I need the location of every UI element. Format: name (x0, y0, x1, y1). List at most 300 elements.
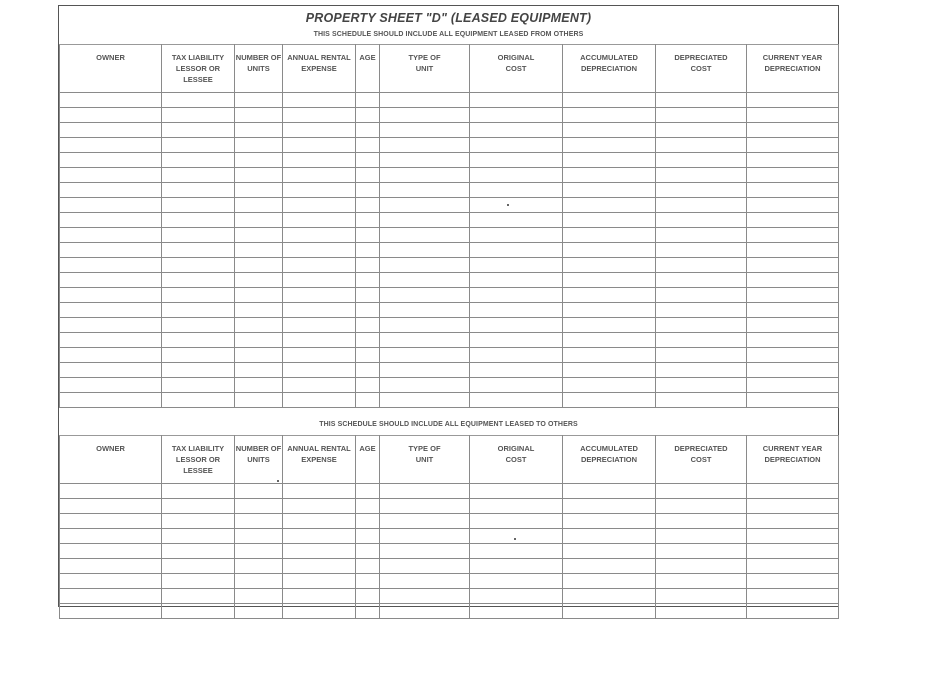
cell-accumulated-depreciation[interactable] (563, 574, 656, 589)
cell-current-year-depreciation[interactable] (747, 213, 839, 228)
cell-number-of-units[interactable] (235, 514, 283, 529)
cell-tax-liability[interactable] (162, 499, 235, 514)
cell-type-of-unit[interactable] (380, 153, 470, 168)
cell-original-cost[interactable] (470, 198, 563, 213)
cell-age[interactable] (356, 228, 380, 243)
cell-owner[interactable] (60, 258, 162, 273)
cell-tax-liability[interactable] (162, 183, 235, 198)
cell-age[interactable] (356, 168, 380, 183)
cell-accumulated-depreciation[interactable] (563, 544, 656, 559)
cell-type-of-unit[interactable] (380, 318, 470, 333)
cell-tax-liability[interactable] (162, 273, 235, 288)
cell-type-of-unit[interactable] (380, 574, 470, 589)
cell-tax-liability[interactable] (162, 363, 235, 378)
cell-age[interactable] (356, 303, 380, 318)
cell-age[interactable] (356, 363, 380, 378)
cell-tax-liability[interactable] (162, 108, 235, 123)
cell-annual-rental-expense[interactable] (283, 213, 356, 228)
cell-current-year-depreciation[interactable] (747, 138, 839, 153)
cell-type-of-unit[interactable] (380, 258, 470, 273)
cell-annual-rental-expense[interactable] (283, 348, 356, 363)
cell-age[interactable] (356, 589, 380, 604)
cell-accumulated-depreciation[interactable] (563, 288, 656, 303)
cell-type-of-unit[interactable] (380, 303, 470, 318)
cell-current-year-depreciation[interactable] (747, 288, 839, 303)
cell-current-year-depreciation[interactable] (747, 348, 839, 363)
cell-current-year-depreciation[interactable] (747, 273, 839, 288)
cell-annual-rental-expense[interactable] (283, 514, 356, 529)
cell-depreciated-cost[interactable] (656, 514, 747, 529)
cell-annual-rental-expense[interactable] (283, 363, 356, 378)
cell-tax-liability[interactable] (162, 484, 235, 499)
cell-number-of-units[interactable] (235, 108, 283, 123)
cell-accumulated-depreciation[interactable] (563, 258, 656, 273)
cell-annual-rental-expense[interactable] (283, 604, 356, 619)
cell-owner[interactable] (60, 348, 162, 363)
cell-tax-liability[interactable] (162, 138, 235, 153)
cell-number-of-units[interactable] (235, 499, 283, 514)
cell-owner[interactable] (60, 363, 162, 378)
cell-original-cost[interactable] (470, 168, 563, 183)
cell-accumulated-depreciation[interactable] (563, 123, 656, 138)
cell-current-year-depreciation[interactable] (747, 529, 839, 544)
cell-type-of-unit[interactable] (380, 288, 470, 303)
cell-owner[interactable] (60, 574, 162, 589)
cell-type-of-unit[interactable] (380, 213, 470, 228)
cell-age[interactable] (356, 198, 380, 213)
cell-owner[interactable] (60, 604, 162, 619)
cell-tax-liability[interactable] (162, 243, 235, 258)
cell-accumulated-depreciation[interactable] (563, 183, 656, 198)
cell-owner[interactable] (60, 484, 162, 499)
cell-tax-liability[interactable] (162, 168, 235, 183)
cell-annual-rental-expense[interactable] (283, 108, 356, 123)
cell-type-of-unit[interactable] (380, 514, 470, 529)
cell-owner[interactable] (60, 108, 162, 123)
cell-accumulated-depreciation[interactable] (563, 303, 656, 318)
cell-annual-rental-expense[interactable] (283, 288, 356, 303)
cell-original-cost[interactable] (470, 393, 563, 408)
cell-age[interactable] (356, 574, 380, 589)
cell-owner[interactable] (60, 333, 162, 348)
cell-owner[interactable] (60, 303, 162, 318)
cell-depreciated-cost[interactable] (656, 93, 747, 108)
cell-age[interactable] (356, 604, 380, 619)
cell-number-of-units[interactable] (235, 288, 283, 303)
cell-original-cost[interactable] (470, 378, 563, 393)
cell-original-cost[interactable] (470, 318, 563, 333)
cell-age[interactable] (356, 393, 380, 408)
cell-type-of-unit[interactable] (380, 348, 470, 363)
cell-accumulated-depreciation[interactable] (563, 333, 656, 348)
cell-age[interactable] (356, 153, 380, 168)
cell-tax-liability[interactable] (162, 544, 235, 559)
cell-current-year-depreciation[interactable] (747, 153, 839, 168)
cell-accumulated-depreciation[interactable] (563, 378, 656, 393)
cell-current-year-depreciation[interactable] (747, 108, 839, 123)
cell-accumulated-depreciation[interactable] (563, 228, 656, 243)
cell-number-of-units[interactable] (235, 484, 283, 499)
cell-age[interactable] (356, 243, 380, 258)
cell-accumulated-depreciation[interactable] (563, 153, 656, 168)
cell-annual-rental-expense[interactable] (283, 544, 356, 559)
cell-number-of-units[interactable] (235, 574, 283, 589)
cell-current-year-depreciation[interactable] (747, 243, 839, 258)
cell-accumulated-depreciation[interactable] (563, 213, 656, 228)
cell-number-of-units[interactable] (235, 228, 283, 243)
cell-original-cost[interactable] (470, 499, 563, 514)
cell-current-year-depreciation[interactable] (747, 544, 839, 559)
cell-number-of-units[interactable] (235, 333, 283, 348)
cell-number-of-units[interactable] (235, 393, 283, 408)
cell-current-year-depreciation[interactable] (747, 393, 839, 408)
cell-number-of-units[interactable] (235, 318, 283, 333)
cell-original-cost[interactable] (470, 559, 563, 574)
cell-depreciated-cost[interactable] (656, 363, 747, 378)
cell-age[interactable] (356, 514, 380, 529)
cell-annual-rental-expense[interactable] (283, 243, 356, 258)
cell-owner[interactable] (60, 393, 162, 408)
cell-depreciated-cost[interactable] (656, 348, 747, 363)
cell-number-of-units[interactable] (235, 559, 283, 574)
cell-owner[interactable] (60, 273, 162, 288)
cell-depreciated-cost[interactable] (656, 228, 747, 243)
cell-owner[interactable] (60, 183, 162, 198)
cell-accumulated-depreciation[interactable] (563, 559, 656, 574)
cell-number-of-units[interactable] (235, 348, 283, 363)
cell-tax-liability[interactable] (162, 514, 235, 529)
cell-number-of-units[interactable] (235, 273, 283, 288)
cell-age[interactable] (356, 258, 380, 273)
cell-age[interactable] (356, 378, 380, 393)
cell-number-of-units[interactable] (235, 303, 283, 318)
cell-current-year-depreciation[interactable] (747, 168, 839, 183)
cell-accumulated-depreciation[interactable] (563, 273, 656, 288)
cell-annual-rental-expense[interactable] (283, 228, 356, 243)
cell-original-cost[interactable] (470, 93, 563, 108)
cell-depreciated-cost[interactable] (656, 213, 747, 228)
cell-age[interactable] (356, 499, 380, 514)
cell-owner[interactable] (60, 168, 162, 183)
cell-owner[interactable] (60, 318, 162, 333)
cell-type-of-unit[interactable] (380, 183, 470, 198)
cell-original-cost[interactable] (470, 574, 563, 589)
cell-owner[interactable] (60, 198, 162, 213)
cell-accumulated-depreciation[interactable] (563, 108, 656, 123)
cell-current-year-depreciation[interactable] (747, 604, 839, 619)
cell-type-of-unit[interactable] (380, 123, 470, 138)
cell-current-year-depreciation[interactable] (747, 559, 839, 574)
cell-depreciated-cost[interactable] (656, 138, 747, 153)
cell-original-cost[interactable] (470, 544, 563, 559)
cell-number-of-units[interactable] (235, 168, 283, 183)
cell-current-year-depreciation[interactable] (747, 123, 839, 138)
cell-original-cost[interactable] (470, 348, 563, 363)
cell-original-cost[interactable] (470, 228, 563, 243)
cell-owner[interactable] (60, 138, 162, 153)
cell-original-cost[interactable] (470, 604, 563, 619)
cell-accumulated-depreciation[interactable] (563, 168, 656, 183)
cell-original-cost[interactable] (470, 243, 563, 258)
cell-number-of-units[interactable] (235, 213, 283, 228)
cell-annual-rental-expense[interactable] (283, 378, 356, 393)
cell-depreciated-cost[interactable] (656, 574, 747, 589)
cell-number-of-units[interactable] (235, 529, 283, 544)
cell-type-of-unit[interactable] (380, 544, 470, 559)
cell-number-of-units[interactable] (235, 153, 283, 168)
cell-number-of-units[interactable] (235, 198, 283, 213)
cell-number-of-units[interactable] (235, 378, 283, 393)
cell-tax-liability[interactable] (162, 333, 235, 348)
cell-type-of-unit[interactable] (380, 378, 470, 393)
cell-depreciated-cost[interactable] (656, 303, 747, 318)
cell-depreciated-cost[interactable] (656, 589, 747, 604)
cell-depreciated-cost[interactable] (656, 243, 747, 258)
cell-tax-liability[interactable] (162, 529, 235, 544)
cell-type-of-unit[interactable] (380, 198, 470, 213)
cell-number-of-units[interactable] (235, 589, 283, 604)
cell-depreciated-cost[interactable] (656, 559, 747, 574)
cell-original-cost[interactable] (470, 123, 563, 138)
cell-tax-liability[interactable] (162, 318, 235, 333)
cell-accumulated-depreciation[interactable] (563, 348, 656, 363)
cell-owner[interactable] (60, 559, 162, 574)
cell-age[interactable] (356, 529, 380, 544)
cell-current-year-depreciation[interactable] (747, 198, 839, 213)
cell-original-cost[interactable] (470, 589, 563, 604)
cell-age[interactable] (356, 318, 380, 333)
cell-type-of-unit[interactable] (380, 604, 470, 619)
cell-annual-rental-expense[interactable] (283, 393, 356, 408)
cell-number-of-units[interactable] (235, 123, 283, 138)
cell-age[interactable] (356, 183, 380, 198)
cell-annual-rental-expense[interactable] (283, 153, 356, 168)
cell-tax-liability[interactable] (162, 213, 235, 228)
cell-type-of-unit[interactable] (380, 363, 470, 378)
cell-original-cost[interactable] (470, 514, 563, 529)
cell-depreciated-cost[interactable] (656, 108, 747, 123)
cell-owner[interactable] (60, 589, 162, 604)
cell-tax-liability[interactable] (162, 303, 235, 318)
cell-owner[interactable] (60, 288, 162, 303)
cell-accumulated-depreciation[interactable] (563, 604, 656, 619)
cell-depreciated-cost[interactable] (656, 273, 747, 288)
cell-age[interactable] (356, 213, 380, 228)
cell-accumulated-depreciation[interactable] (563, 93, 656, 108)
cell-depreciated-cost[interactable] (656, 499, 747, 514)
cell-annual-rental-expense[interactable] (283, 123, 356, 138)
cell-tax-liability[interactable] (162, 559, 235, 574)
cell-original-cost[interactable] (470, 138, 563, 153)
cell-type-of-unit[interactable] (380, 333, 470, 348)
cell-depreciated-cost[interactable] (656, 258, 747, 273)
cell-age[interactable] (356, 333, 380, 348)
cell-tax-liability[interactable] (162, 378, 235, 393)
cell-age[interactable] (356, 138, 380, 153)
cell-tax-liability[interactable] (162, 393, 235, 408)
cell-tax-liability[interactable] (162, 589, 235, 604)
cell-accumulated-depreciation[interactable] (563, 514, 656, 529)
cell-current-year-depreciation[interactable] (747, 363, 839, 378)
cell-annual-rental-expense[interactable] (283, 499, 356, 514)
cell-number-of-units[interactable] (235, 138, 283, 153)
cell-annual-rental-expense[interactable] (283, 589, 356, 604)
cell-type-of-unit[interactable] (380, 168, 470, 183)
cell-original-cost[interactable] (470, 288, 563, 303)
cell-depreciated-cost[interactable] (656, 123, 747, 138)
cell-number-of-units[interactable] (235, 604, 283, 619)
cell-type-of-unit[interactable] (380, 559, 470, 574)
cell-annual-rental-expense[interactable] (283, 168, 356, 183)
cell-owner[interactable] (60, 213, 162, 228)
cell-depreciated-cost[interactable] (656, 288, 747, 303)
cell-depreciated-cost[interactable] (656, 333, 747, 348)
cell-depreciated-cost[interactable] (656, 544, 747, 559)
cell-depreciated-cost[interactable] (656, 378, 747, 393)
cell-original-cost[interactable] (470, 213, 563, 228)
cell-annual-rental-expense[interactable] (283, 559, 356, 574)
cell-original-cost[interactable] (470, 183, 563, 198)
cell-annual-rental-expense[interactable] (283, 574, 356, 589)
cell-depreciated-cost[interactable] (656, 198, 747, 213)
cell-depreciated-cost[interactable] (656, 168, 747, 183)
cell-tax-liability[interactable] (162, 93, 235, 108)
cell-type-of-unit[interactable] (380, 93, 470, 108)
cell-original-cost[interactable] (470, 303, 563, 318)
cell-type-of-unit[interactable] (380, 243, 470, 258)
cell-annual-rental-expense[interactable] (283, 303, 356, 318)
cell-original-cost[interactable] (470, 333, 563, 348)
cell-owner[interactable] (60, 123, 162, 138)
cell-tax-liability[interactable] (162, 228, 235, 243)
cell-original-cost[interactable] (470, 273, 563, 288)
cell-current-year-depreciation[interactable] (747, 499, 839, 514)
cell-accumulated-depreciation[interactable] (563, 138, 656, 153)
cell-depreciated-cost[interactable] (656, 529, 747, 544)
cell-owner[interactable] (60, 153, 162, 168)
cell-owner[interactable] (60, 93, 162, 108)
cell-current-year-depreciation[interactable] (747, 93, 839, 108)
cell-tax-liability[interactable] (162, 258, 235, 273)
cell-depreciated-cost[interactable] (656, 484, 747, 499)
cell-accumulated-depreciation[interactable] (563, 318, 656, 333)
cell-annual-rental-expense[interactable] (283, 333, 356, 348)
cell-age[interactable] (356, 273, 380, 288)
cell-depreciated-cost[interactable] (656, 318, 747, 333)
cell-number-of-units[interactable] (235, 93, 283, 108)
cell-type-of-unit[interactable] (380, 484, 470, 499)
cell-tax-liability[interactable] (162, 153, 235, 168)
cell-annual-rental-expense[interactable] (283, 198, 356, 213)
cell-age[interactable] (356, 93, 380, 108)
cell-current-year-depreciation[interactable] (747, 318, 839, 333)
cell-annual-rental-expense[interactable] (283, 183, 356, 198)
cell-accumulated-depreciation[interactable] (563, 393, 656, 408)
cell-type-of-unit[interactable] (380, 529, 470, 544)
cell-tax-liability[interactable] (162, 198, 235, 213)
cell-age[interactable] (356, 108, 380, 123)
cell-tax-liability[interactable] (162, 604, 235, 619)
cell-current-year-depreciation[interactable] (747, 333, 839, 348)
cell-age[interactable] (356, 123, 380, 138)
cell-number-of-units[interactable] (235, 544, 283, 559)
cell-tax-liability[interactable] (162, 123, 235, 138)
cell-owner[interactable] (60, 499, 162, 514)
cell-annual-rental-expense[interactable] (283, 93, 356, 108)
cell-owner[interactable] (60, 228, 162, 243)
cell-type-of-unit[interactable] (380, 273, 470, 288)
cell-current-year-depreciation[interactable] (747, 589, 839, 604)
cell-owner[interactable] (60, 529, 162, 544)
cell-original-cost[interactable] (470, 484, 563, 499)
cell-current-year-depreciation[interactable] (747, 378, 839, 393)
cell-current-year-depreciation[interactable] (747, 183, 839, 198)
cell-annual-rental-expense[interactable] (283, 138, 356, 153)
cell-type-of-unit[interactable] (380, 589, 470, 604)
cell-original-cost[interactable] (470, 363, 563, 378)
cell-depreciated-cost[interactable] (656, 393, 747, 408)
cell-accumulated-depreciation[interactable] (563, 589, 656, 604)
cell-type-of-unit[interactable] (380, 499, 470, 514)
cell-depreciated-cost[interactable] (656, 183, 747, 198)
cell-original-cost[interactable] (470, 258, 563, 273)
cell-original-cost[interactable] (470, 153, 563, 168)
cell-annual-rental-expense[interactable] (283, 529, 356, 544)
cell-age[interactable] (356, 288, 380, 303)
cell-depreciated-cost[interactable] (656, 604, 747, 619)
cell-age[interactable] (356, 559, 380, 574)
cell-owner[interactable] (60, 514, 162, 529)
cell-tax-liability[interactable] (162, 288, 235, 303)
cell-accumulated-depreciation[interactable] (563, 529, 656, 544)
cell-age[interactable] (356, 348, 380, 363)
cell-annual-rental-expense[interactable] (283, 273, 356, 288)
cell-number-of-units[interactable] (235, 258, 283, 273)
cell-accumulated-depreciation[interactable] (563, 243, 656, 258)
cell-current-year-depreciation[interactable] (747, 514, 839, 529)
cell-tax-liability[interactable] (162, 348, 235, 363)
cell-depreciated-cost[interactable] (656, 153, 747, 168)
cell-current-year-depreciation[interactable] (747, 303, 839, 318)
cell-current-year-depreciation[interactable] (747, 228, 839, 243)
cell-accumulated-depreciation[interactable] (563, 198, 656, 213)
cell-number-of-units[interactable] (235, 183, 283, 198)
cell-type-of-unit[interactable] (380, 393, 470, 408)
cell-accumulated-depreciation[interactable] (563, 363, 656, 378)
cell-tax-liability[interactable] (162, 574, 235, 589)
cell-accumulated-depreciation[interactable] (563, 499, 656, 514)
cell-type-of-unit[interactable] (380, 108, 470, 123)
cell-owner[interactable] (60, 544, 162, 559)
cell-age[interactable] (356, 484, 380, 499)
cell-current-year-depreciation[interactable] (747, 258, 839, 273)
cell-current-year-depreciation[interactable] (747, 574, 839, 589)
cell-age[interactable] (356, 544, 380, 559)
cell-annual-rental-expense[interactable] (283, 318, 356, 333)
cell-type-of-unit[interactable] (380, 138, 470, 153)
cell-number-of-units[interactable] (235, 363, 283, 378)
cell-annual-rental-expense[interactable] (283, 258, 356, 273)
cell-annual-rental-expense[interactable] (283, 484, 356, 499)
cell-owner[interactable] (60, 378, 162, 393)
cell-original-cost[interactable] (470, 108, 563, 123)
cell-owner[interactable] (60, 243, 162, 258)
cell-accumulated-depreciation[interactable] (563, 484, 656, 499)
cell-original-cost[interactable] (470, 529, 563, 544)
cell-current-year-depreciation[interactable] (747, 484, 839, 499)
cell-type-of-unit[interactable] (380, 228, 470, 243)
cell-number-of-units[interactable] (235, 243, 283, 258)
